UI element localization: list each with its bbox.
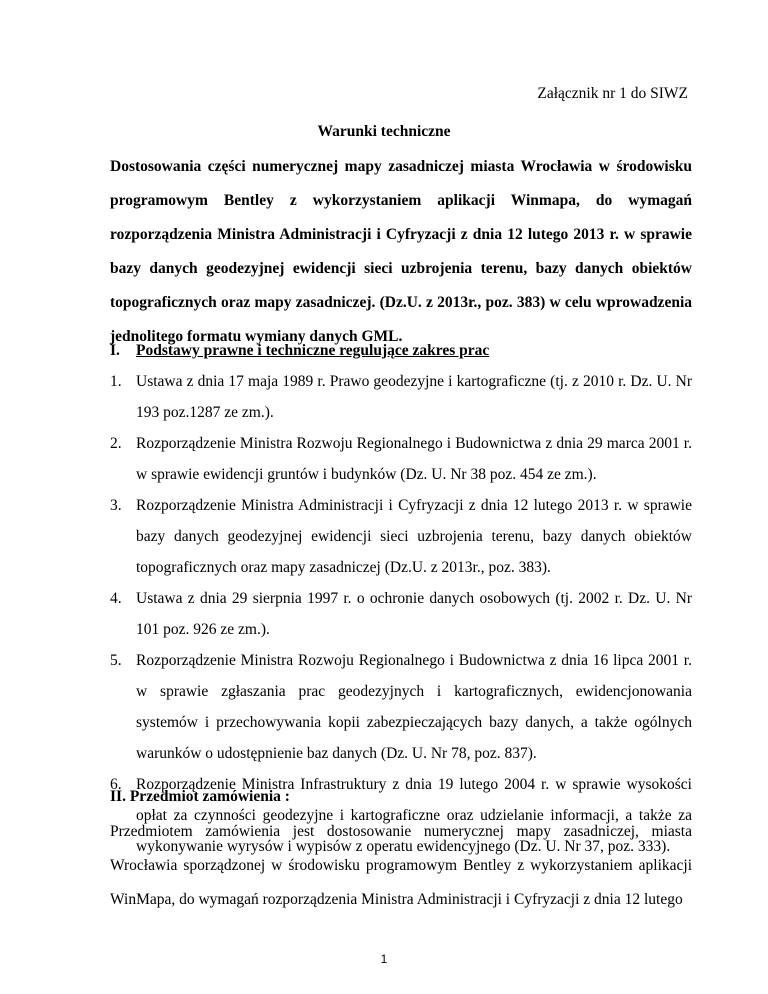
section-2-heading: II. Przedmiot zamówienia : [110, 788, 290, 805]
document-title: Warunki techniczne [317, 123, 451, 140]
section-2-paragraph: Przedmiotem zamówienia jest dostosowanie numerycznej mapy zasadniczej, miasta Wrocławia sporządzonej w środowisku programowym Bentley z wykorzystaniem aplikacji WinMapa, do wymagań rozporządzenia Ministra Administracji i Cyfryzacji z dnia 12 lutego [110, 823, 692, 908]
list-item-text: Rozporządzenie Ministra Rozwoju Regionalnego i Budownictwa z dnia 16 lipca 2001 r. w sprawie zgłaszania prac geodezyjnych i kartograficznych, ewidencjonowania systemów i przechowywania kopii zabezpieczających bazy danych, a także ogólnych warunków o udostępnienie baz danych (Dz. U. Nr 78, poz. 837). [136, 652, 692, 762]
subject-paragraph: Dostosowania części numerycznej mapy zasadniczej miasta Wrocławia w środowisku programowym Bentley z wykorzystaniem aplikacji Winmapa, do wymagań rozporządzenia Ministra Administracji i Cyfryzacji z dnia 12 lutego 2013 r. w sprawie bazy danych geodezyjnej ewidencji sieci uzbrojenia terenu, bazy danych obiektów topograficznych oraz mapy zasadniczej. (Dz.U. z 2013r., poz. 383) w celu wprowadzenia jednolitego formatu wymiany danych GML. [110, 158, 692, 345]
list-item [110, 583, 692, 645]
list-item-number: 2. [110, 435, 122, 452]
page-number: 1 [380, 952, 388, 966]
list-item [110, 428, 692, 490]
list-item-number: 5. [110, 652, 122, 669]
section-1-heading [110, 341, 489, 361]
list-item-number: 3. [110, 497, 122, 514]
list-item-text: Ustawa z dnia 29 sierpnia 1997 r. o ochronie danych osobowych (tj. 2002 r. Dz. U. Nr 101 poz. 926 ze zm.). [136, 590, 692, 638]
list-item-text: Rozporządzenie Ministra Administracji i Cyfryzacji z dnia 12 lutego 2013 r. w sprawie bazy danych geodezyjnej ewidencji sieci uzbrojenia terenu, bazy danych obiektów topograficznych oraz mapy zasadniczej (Dz.U. z 2013r., poz. 383). [136, 497, 692, 576]
list-item-number: 4. [110, 590, 122, 607]
annex-label: Załącznik nr 1 do SIWZ [537, 85, 688, 102]
list-item-text: Rozporządzenie Ministra Infrastruktury z dnia 19 lutego 2004 r. w sprawie wysokości opłat za czynności geodezyjne i kartograficzne oraz udzielanie informacji, a także za wykonywanie wyrysów i wypisów z operatu ewidencyjnego (Dz. U. Nr 37, poz. 333). [136, 776, 692, 855]
list-item [110, 366, 692, 428]
list-item-number: 6. [110, 776, 122, 793]
list-item [110, 490, 692, 583]
list-item-text: Rozporządzenie Ministra Rozwoju Regionalnego i Budownictwa z dnia 29 marca 2001 r. w sprawie ewidencji gruntów i budynków (Dz. U. Nr 38 poz. 454 ze zm.). [136, 435, 692, 483]
list-item-text: Ustawa z dnia 17 maja 1989 r. Prawo geodezyjne i kartograficzne (tj. z 2010 r. Dz. U. Nr 193 poz.1287 ze zm.). [136, 373, 692, 421]
section-1-number: I. [110, 342, 120, 359]
list-item [110, 645, 692, 769]
section-1-title: Podstawy prawne i techniczne regulujące zakres prac [136, 342, 490, 359]
list-item-number: 1. [110, 373, 122, 390]
